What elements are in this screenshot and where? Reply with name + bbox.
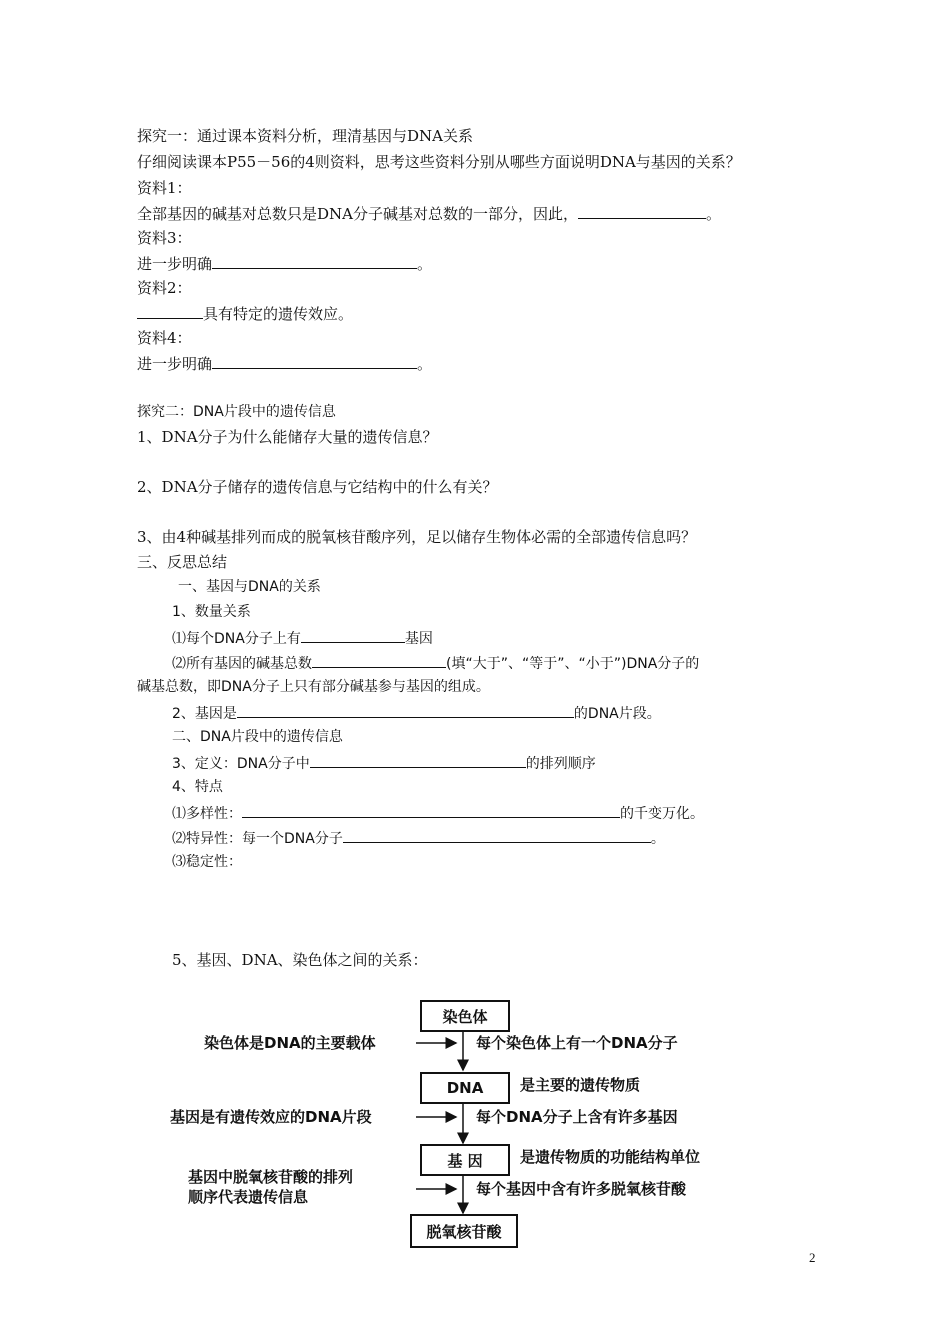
- item-1b-continued: 碱基总数，即DNA分子上只有部分碱基参与基因的组成。: [137, 679, 490, 695]
- section1-intro: 仔细阅读课本P55－56的4则资料，思考这些资料分别从哪些方面说明DNA与基因的关系？: [137, 153, 741, 171]
- item-4b-post: 。: [650, 831, 665, 847]
- item-3-blank[interactable]: [310, 752, 526, 768]
- material2-blank[interactable]: [137, 303, 203, 319]
- item-3-pre: 3、定义：DNA分子中: [172, 756, 310, 772]
- item-3-post: 的排列顺序: [525, 756, 596, 772]
- question-1: 1、DNA分子为什么能储存大量的遗传信息？: [137, 428, 438, 446]
- item-4c: ⑶稳定性：: [172, 854, 242, 870]
- page-number: 2: [809, 1250, 816, 1265]
- material1-label: 资料1：: [137, 179, 192, 197]
- section3-title: 三、反思总结: [137, 553, 228, 571]
- subsection1-title: 一、基因与DNA的关系: [178, 579, 321, 595]
- material3-line: [137, 253, 432, 274]
- label-sequence-info-b: 顺序代表遗传信息: [188, 1188, 309, 1206]
- label-many-genes-per-dna: 每个DNA分子上含有许多基因: [476, 1108, 678, 1126]
- label-many-nucleotides-per-gene: 每个基因中含有许多脱氧核苷酸: [476, 1180, 687, 1198]
- item-1a: [172, 627, 433, 649]
- item-4: 4、特点: [172, 779, 223, 795]
- label-main-genetic-material: 是主要的遗传物质: [520, 1076, 641, 1094]
- item-1b-post: (填“大于”、“等于”、“小于”)DNA分子的: [446, 656, 700, 672]
- item-4a-post: 的千变万化。: [620, 806, 704, 822]
- material2-text: 具有特定的遗传效应。: [203, 305, 354, 323]
- material1-line: [137, 203, 721, 224]
- material4-text: 进一步明确: [137, 355, 213, 373]
- item-2-blank[interactable]: [237, 702, 574, 718]
- box-chromosome: 染色体: [420, 1000, 510, 1032]
- material3-blank[interactable]: [212, 253, 417, 269]
- box-dna: DNA: [420, 1072, 510, 1104]
- item-4a-blank[interactable]: [242, 802, 620, 818]
- label-one-dna-per-chromosome: 每个染色体上有一个DNA分子: [476, 1034, 678, 1052]
- item-5: 5、基因、DNA、染色体之间的关系：: [172, 951, 428, 969]
- material3-text: 进一步明确: [137, 255, 213, 273]
- item-2-post: 的DNA片段。: [573, 706, 661, 722]
- material2-label: 资料2：: [137, 279, 192, 297]
- material1-end: 。: [706, 205, 722, 223]
- item-3: [172, 752, 596, 774]
- section2-title: 探究二：DNA片段中的遗传信息: [137, 404, 336, 420]
- material1-text: 全部基因的碱基对总数只是DNA分子碱基对总数的一部分，因此，: [137, 205, 578, 223]
- item-4b-pre: ⑵特异性：每一个DNA分子: [172, 831, 343, 847]
- section1-title: 探究一：通过课本资料分析，理清基因与DNA关系: [137, 127, 473, 145]
- box-gene: 基 因: [420, 1144, 510, 1176]
- item-1: 1、数量关系: [172, 604, 251, 620]
- item-1b-pre: ⑵所有基因的碱基总数: [172, 656, 312, 672]
- material4-label: 资料4：: [137, 329, 192, 347]
- item-1a-blank[interactable]: [301, 627, 405, 643]
- material3-end: 。: [417, 255, 433, 273]
- item-2-pre: 2、基因是: [172, 706, 237, 722]
- gene-dna-chromosome-diagram: [160, 990, 780, 1255]
- item-4b: [172, 827, 665, 849]
- question-3: 3、由4种碱基排列而成的脱氧核苷酸序列，足以储存生物体必需的全部遗传信息吗？: [137, 528, 697, 546]
- item-1b-blank[interactable]: [312, 652, 446, 668]
- material4-end: 。: [417, 355, 433, 373]
- label-functional-unit: 是遗传物质的功能结构单位: [520, 1148, 701, 1166]
- item-1a-pre: ⑴每个DNA分子上有: [172, 631, 301, 647]
- item-2: [172, 702, 661, 724]
- item-1a-post: 基因: [404, 631, 433, 647]
- item-4a: [172, 802, 704, 824]
- item-1b: [172, 652, 699, 674]
- item-4a-pre: ⑴多样性：: [172, 806, 242, 822]
- item-4b-blank[interactable]: [343, 827, 651, 843]
- label-chromosome-carrier: 染色体是DNA的主要载体: [204, 1034, 376, 1052]
- label-sequence-info-a: 基因中脱氧核苷酸的排列: [188, 1168, 354, 1186]
- subsection2-title: 二、DNA片段中的遗传信息: [172, 729, 343, 745]
- material4-line: [137, 353, 432, 374]
- material1-blank[interactable]: [578, 203, 706, 219]
- box-deoxynucleotide: 脱氧核苷酸: [410, 1214, 518, 1248]
- question-2: 2、DNA分子储存的遗传信息与它结构中的什么有关？: [137, 478, 498, 496]
- label-gene-segment: 基因是有遗传效应的DNA片段: [170, 1108, 372, 1126]
- material3-label: 资料3：: [137, 229, 192, 247]
- material2-line: [137, 303, 353, 324]
- material4-blank[interactable]: [212, 353, 417, 369]
